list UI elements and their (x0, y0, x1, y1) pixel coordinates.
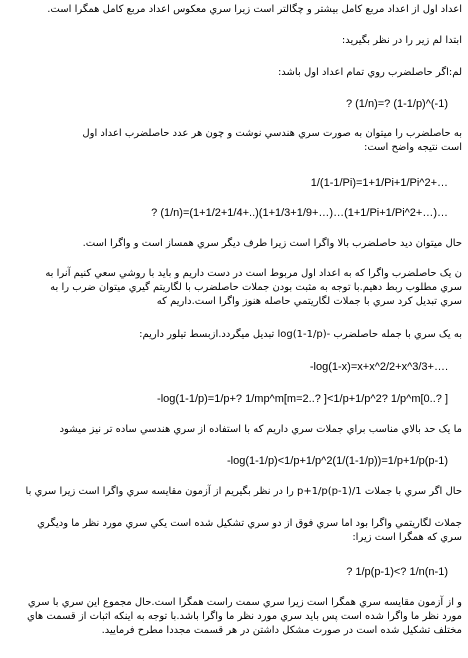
paragraph-comparison: حال اگر سري با جملات 1/p+1/p(p-1) را در نظر بگیریم از آزمون مقایسه سري واگرا است زیرا سري با (25, 486, 462, 497)
paragraph-geometric-series-line1: به حاصلضرب را میتوان به صورت سري هندسي نوشت و چون هر عدد حاصلضرب اعداد اول (82, 128, 462, 139)
equation-taylor-series: -log(1-x)=x+x^2/2+x^3/3+…. (309, 361, 448, 373)
equation-log-bound: -log(1-1/p)=1/p+? 1/mp^m[m=2..? ]<1/p+1/p^2? 1/p^m[0..? ] (157, 393, 448, 405)
paragraph-divergent-product: حال میتوان دید حاصلضرب بالا واگرا است زیرا طرف دیگر سري همساز است و واگرا است. (82, 238, 462, 249)
paragraph-logarithm-line2: سري مطلوب ربط دهیم.با توجه به مثبت بودن جملات حاصلضرب با لگاریتم گیري میتوان ضرب را به (50, 282, 462, 293)
equation-product-formula: ? (1/n)=? (1-1/p)^(-1) (345, 98, 448, 110)
paragraph-intro: اعداد اول از اعداد مربع کامل بیشتر و چگالتر است زیرا سري معکوس اعداد مربع کامل همگرا است. (47, 4, 462, 15)
paragraph-upper-bound: ما یک حد بالاي مناسب براي جملات سري داریم که با استفاده از سري هندسي ساده تر نیز میشود (59, 424, 462, 435)
equation-simplified-bound: -log(1-1/p)<1/p+1/p^2(1/(1-1/p))=1/p+1/p(p-1) (226, 455, 448, 467)
paragraph-convergent-line1: جملات لگاریتمي واگرا بود اما سري فوق از دو سري تشکیل شده است یکي سري مورد نظر ما ودیگري (37, 518, 462, 529)
paragraph-convergent-line2: سري که همگرا است زیرا: (352, 532, 462, 543)
paragraph-logarithm-line3: سري تبدیل کرد سري با جملات لگاریتمي حاصله هنوز واگرا است.داریم که (156, 296, 462, 307)
paragraph-conclusion-line1: و از آزمون مقایسه سري همگرا است زیرا سري سمت راست همگرا است.حال مجموع این سري با سري (27, 597, 462, 608)
equation-geometric-expansion: 1/(1-1/Pi)=1+1/Pi+1/Pi^2+… (310, 177, 448, 189)
equation-harmonic-product: ? (1/n)=(1+1/2+1/4+..)(1+1/3+1/9+…)…(1+1/Pi+1/Pi^2+…)… (151, 207, 448, 219)
paragraph-conclusion-line2: مورد نظر ما واگرا شده است پس باید سري مورد نظر ما واگرا باشد.با توجه به اینکه اثبات از قسمت هاي (27, 611, 462, 622)
paragraph-conclusion-line3: مختلف تشکیل شده است در صورت مشکل داشتن در هر قسمت مجددا مطرح فرمایید. (101, 625, 462, 636)
paragraph-logarithm-line1: ن یک حاصلضرب واگرا که به اعداد اول مربوط است در دست داریم و باید با روشي سعي کنیم آنرا به (45, 268, 462, 279)
paragraph-geometric-series-line2: است نتیجه واضح است: (363, 142, 462, 153)
paragraph-lemma: لم:اگر حاصلضرب روي تمام اعداد اول باشد: (277, 67, 462, 78)
equation-convergent-comparison: ? 1/p(p-1)<? 1/n(n-1) (346, 566, 448, 578)
paragraph-taylor: به یک سري با جمله حاصلضرب -log(1-1/p) تبدیل میگردد.ازبسط تیلور داریم: (139, 329, 462, 340)
paragraph-lemma-intro: ابتدا لم زیر را در نظر بگیرید: (341, 35, 462, 46)
